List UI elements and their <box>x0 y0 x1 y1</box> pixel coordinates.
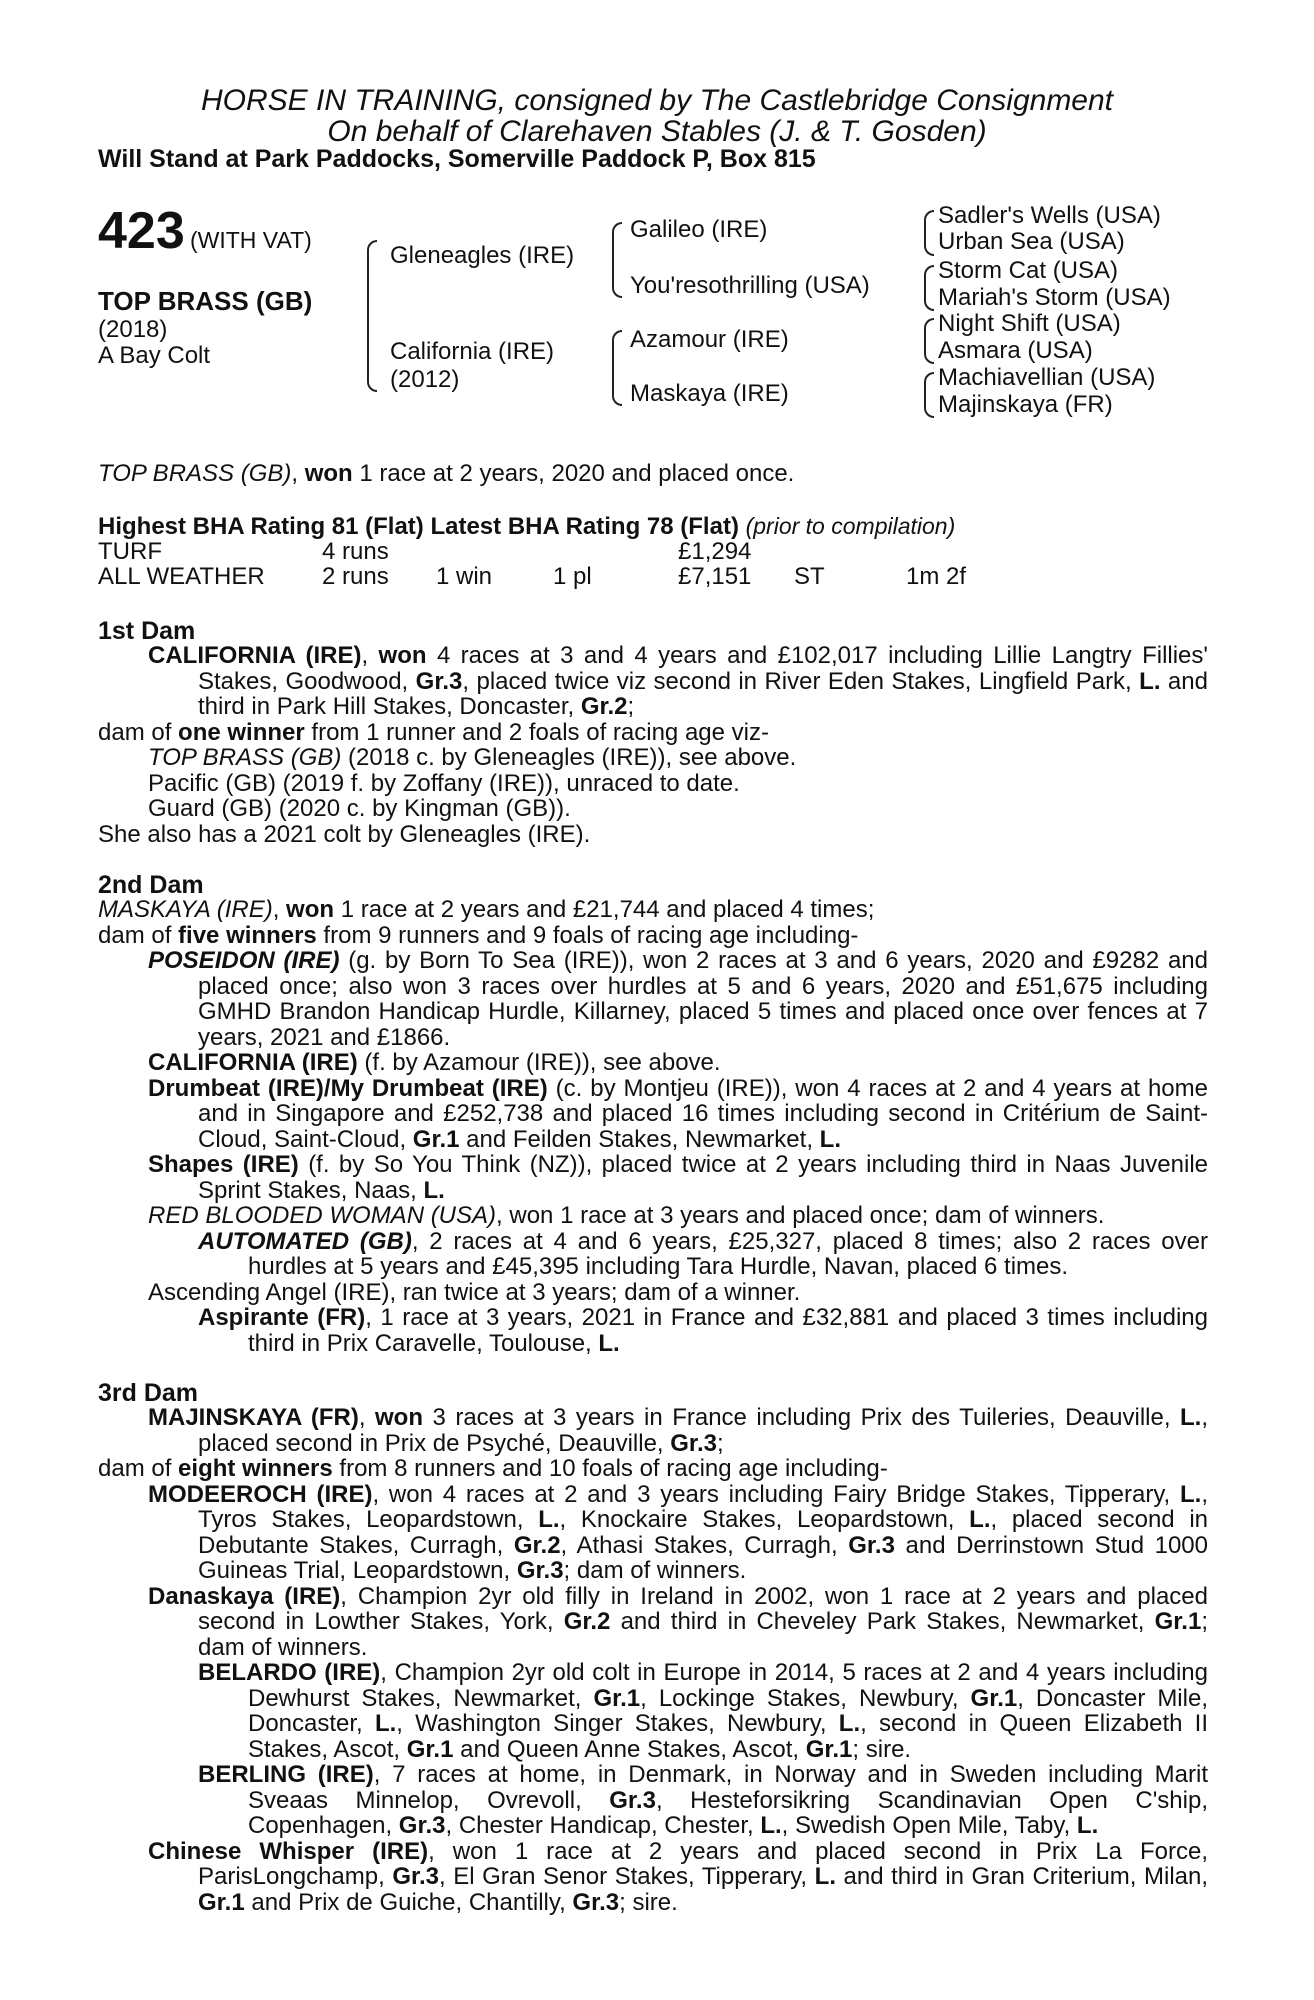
summary-text: 1 race at 2 years, 2020 and placed once. <box>352 460 795 487</box>
text-run: , won 1 race at 2 years and placed second in Prix La Force, ParisLongchamp, <box>198 1837 1208 1890</box>
paragraph <box>98 720 1208 746</box>
text-run: AUTOMATED (GB) <box>198 1227 412 1255</box>
text-run: , Washington Singer Stakes, Newbury, <box>396 1710 839 1737</box>
pedigree-ancestor: Mariah's Storm (USA) <box>938 284 1171 311</box>
paragraph <box>98 948 1208 1050</box>
text-run: , won 1 race at 3 years and placed once; dam of winners. <box>496 1202 1105 1229</box>
text-run: Gr.3 <box>415 667 463 695</box>
paragraph <box>98 1584 1208 1661</box>
record-distance: 1m 2f <box>906 563 967 590</box>
text-run: , placed twice viz second in River Eden Stakes, Lingfield Park, <box>462 667 1140 695</box>
paragraph <box>98 1305 1208 1356</box>
text-run: BERLING (IRE) <box>198 1761 374 1788</box>
text-run: , Athasi Stakes, Curragh, <box>560 1531 849 1559</box>
text-run: Gr.2 <box>563 1608 611 1635</box>
race-summary <box>98 461 1208 487</box>
text-run: BELARDO (IRE) <box>198 1659 381 1686</box>
pedigree-brace <box>367 240 377 392</box>
text-run: one winner <box>178 718 305 746</box>
text-run: , Lockinge Stakes, Newbury, <box>640 1684 971 1712</box>
text-run: Gr.3 <box>670 1429 717 1457</box>
first-dam-section <box>98 643 1208 847</box>
record-runs: 2 runs <box>322 563 389 590</box>
text-run: L. <box>814 1863 836 1890</box>
text-run: She also has a 2021 colt by Gleneagles (IRE). <box>98 820 591 848</box>
text-run: L. <box>538 1506 560 1533</box>
pedigree-dam-dam: Maskaya (IRE) <box>630 380 789 407</box>
text-run: Gr.3 <box>609 1786 656 1814</box>
text-run: (c. by Montjeu (IRE)), won 4 races at 2 and 4 years at home and in Singapore and £252,738 and placed 16 times including second in Critérium de Saint-Cloud, Saint-Cloud, <box>198 1074 1208 1153</box>
horse-name: TOP BRASS (GB) <box>98 286 313 316</box>
text-run: , Hesteforsikring Scandinavian Open C'ship, Copenhagen, <box>248 1786 1208 1839</box>
text-run: , Knockaire Stakes, Leopardstown, <box>559 1506 970 1533</box>
text-run: ; dam of winners. <box>198 1608 1208 1661</box>
text-run: from 1 runner and 2 foals of racing age viz- <box>304 718 769 746</box>
paragraph <box>98 923 1208 949</box>
paragraph: MAJINSKAYA (FR), won 3 races at 3 years in France including Prix des Tuileries, Deauville, L., placed second in Prix de Psyché, Deauville, Gr.3; <box>148 1404 1209 1457</box>
text-run: dam of <box>98 718 179 746</box>
paragraph <box>98 1456 1208 1482</box>
text-run: , Doncaster Mile, Doncaster, <box>248 1684 1208 1737</box>
text-run: won <box>286 896 335 923</box>
paragraph <box>98 1076 1208 1153</box>
text-run: , Champion 2yr old filly in Ireland in 2002, won 1 race at 2 years and placed second in Lowther Stakes, York, <box>198 1582 1208 1635</box>
text-run: ; dam of winners. <box>563 1557 747 1584</box>
text-run: MODEEROCH (IRE) <box>148 1480 373 1508</box>
text-run: L. <box>819 1125 841 1153</box>
pedigree-brace <box>612 330 622 406</box>
text-run: CALIFORNIA (IRE) <box>148 642 362 669</box>
text-run: Gr.3 <box>848 1531 895 1559</box>
paragraph <box>98 1229 1208 1280</box>
text-run: L. <box>598 1329 620 1357</box>
paragraph <box>98 514 1208 540</box>
text-run: ; <box>627 693 635 720</box>
text-run: Guard (GB) (2020 c. by Kingman (GB)). <box>148 795 571 822</box>
text-run: , Champion 2yr old colt in Europe in 2014, 5 races at 2 and 4 years including Dewhurst Stakes, Newmarket, <box>248 1659 1209 1712</box>
bha-rating <box>98 514 1208 540</box>
paragraph <box>98 745 1208 771</box>
text-run: , 7 races at home, in Denmark, in Norway and in Sweden including Marit Sveaas Minnelop, Ovrevoll, <box>248 1761 1208 1814</box>
text-run: (f. by So You Think (NZ)), placed twice at 2 years including third in Naas Juvenile Sprint Stakes, Naas, <box>198 1151 1209 1204</box>
text-run: and Queen Anne Stakes, Ascot, <box>453 1735 806 1763</box>
text-run: (f. by Azamour (IRE)), see above. <box>357 1049 721 1076</box>
pedigree-dam: California (IRE) <box>390 338 555 365</box>
text-run: , 1 race at 3 years, 2021 in France and £32,881 and placed 3 times including third in Prix Caravelle, Toulouse, <box>248 1304 1208 1357</box>
vat-note: (WITH VAT) <box>190 227 312 253</box>
pedigree-dam-year: (2012) <box>390 366 460 393</box>
on-behalf-heading: On behalf of Clarehaven Stables (J. & T. Gosden) <box>327 115 987 148</box>
text-run: ; sire. <box>619 1888 678 1916</box>
text-run: Gr.1 <box>406 1735 454 1763</box>
text-run: and third in Gran Criterium, Milan, <box>835 1863 1209 1890</box>
text-run: dam of <box>98 921 179 949</box>
record-prize: £7,151 <box>678 563 752 590</box>
paragraph <box>98 1482 1208 1584</box>
text-run: L. <box>423 1176 445 1204</box>
text-run: and Feilden Stakes, Newmarket, <box>459 1125 820 1153</box>
text-run: Gr.2 <box>513 1531 561 1559</box>
text-run: L. <box>1076 1812 1099 1839</box>
pedigree-dam-sire: Azamour (IRE) <box>630 326 789 353</box>
pedigree-brace <box>924 210 934 256</box>
third-dam-section <box>98 1405 1208 1915</box>
pedigree-brace <box>924 372 934 418</box>
record-wins: 1 win <box>436 563 493 590</box>
pedigree-ancestor: Night Shift (USA) <box>938 310 1121 337</box>
record-placed: 1 pl <box>553 563 592 590</box>
paragraph: TOP BRASS (GB), won 1 race at 2 years, 2020 and placed once. <box>98 460 795 487</box>
text-run: eight winners <box>178 1455 333 1482</box>
text-run: (g. by Born To Sea (IRE)), won 2 races at 3 and 6 years, 2020 and £9282 and placed once; also won 3 races over hurdles at 5 and 6 years, 2020 and £51,675 including GMHD Brandon Handicap Hurdle, Killarney, placed 5 times and placed once over fences at 7 years, 2021 and £1866. <box>198 947 1208 1051</box>
text-run: L. <box>760 1812 782 1839</box>
paragraph <box>98 1203 1208 1229</box>
text-run: Shapes (IRE) <box>148 1151 299 1178</box>
text-run: and Prix de Guiche, Chantilly, <box>244 1888 573 1916</box>
pedigree-sire-sire: Galileo (IRE) <box>630 216 768 243</box>
text-run: RED BLOODED WOMAN (USA) <box>148 1202 497 1229</box>
pedigree-sire-dam: You'resothrilling (USA) <box>630 272 870 299</box>
pedigree-ancestor: Asmara (USA) <box>938 337 1093 364</box>
pedigree-ancestor: Majinskaya (FR) <box>938 391 1113 418</box>
pedigree-brace <box>924 318 934 364</box>
pedigree-sire: Gleneagles (IRE) <box>390 242 575 269</box>
text-run: , second in Queen Elizabeth II Stakes, Ascot, <box>248 1710 1208 1763</box>
paragraph <box>98 1050 1208 1076</box>
record-runs: 4 runs <box>322 538 389 565</box>
text-run: , Swedish Open Mile, Taby, <box>781 1812 1077 1839</box>
second-dam-heading: 2nd Dam <box>98 871 204 899</box>
text-run: CALIFORNIA (IRE) <box>148 1049 358 1076</box>
text-run: Gr.3 <box>398 1812 446 1839</box>
text-run: Gr.1 <box>970 1684 1018 1712</box>
text-run: Gr.3 <box>516 1557 564 1584</box>
text-run: Gr.1 <box>593 1684 641 1712</box>
text-run: L. <box>969 1506 991 1533</box>
text-run: L. <box>838 1710 861 1737</box>
pedigree-ancestor: Storm Cat (USA) <box>938 257 1119 284</box>
paragraph <box>98 1660 1208 1762</box>
text-run: Pacific (GB) (2019 f. by Zoffany (IRE)), unraced to date. <box>148 769 740 797</box>
text-run: , placed second in Debutante Stakes, Curragh, <box>198 1506 1208 1559</box>
text-run: Gr.1 <box>412 1125 460 1153</box>
won-label: won <box>304 460 353 487</box>
text-run: Danaskaya (IRE) <box>148 1582 341 1610</box>
text-run: MAJINSKAYA (FR) <box>148 1404 359 1431</box>
pedigree-ancestor: Sadler's Wells (USA) <box>938 202 1161 229</box>
text-run: Aspirante (FR) <box>198 1304 366 1331</box>
stand-location: Will Stand at Park Paddocks, Somerville Paddock P, Box 815 <box>98 145 816 173</box>
third-dam-heading: 3rd Dam <box>98 1379 199 1407</box>
text-run: and third in Park Hill Stakes, Doncaster, <box>198 667 1208 720</box>
text-run: , 2 races at 4 and 6 years, £25,327, placed 8 times; also 2 races over hurdles at 5 years and £45,395 including Tara Hurdle, Navan, placed 6 times. <box>248 1227 1208 1280</box>
text-run: ; <box>716 1429 724 1457</box>
pedigree-ancestor: Urban Sea (USA) <box>938 228 1125 255</box>
text-run: Gr.1 <box>1154 1608 1202 1635</box>
consignment-heading: HORSE IN TRAINING, consigned by The Castlebridge Consignment <box>200 84 1114 117</box>
text-run: from 8 runners and 10 foals of racing age including- <box>332 1455 888 1482</box>
text-run: , placed second in Prix de Psyché, Deauville, <box>198 1404 1209 1457</box>
paragraph: CALIFORNIA (IRE), won 4 races at 3 and 4 years and £102,017 including Lillie Langtry Fillies' Stakes, Goodwood, Gr.3, placed twice viz second in River Eden Stakes, Lingfield Park, L. and third in Park Hill Stakes, Doncaster, Gr.2; <box>148 642 1208 720</box>
text-run: L. <box>374 1710 397 1737</box>
paragraph: MASKAYA (IRE), won 1 race at 2 years and £21,744 and placed 4 times; <box>98 896 875 923</box>
record-surface: TURF <box>98 538 162 565</box>
text-run: Gr.1 <box>198 1888 245 1916</box>
text-run: dam of <box>98 1455 179 1482</box>
text-run: Gr.1 <box>805 1735 853 1763</box>
text-run: and Derrinstown Stud 1000 Guineas Trial, Leopardstown, <box>198 1531 1209 1584</box>
first-dam-heading: 1st Dam <box>98 617 196 645</box>
text-run: (2018 c. by Gleneagles (IRE)), see above. <box>341 744 797 771</box>
text-run: Drumbeat (IRE)/My Drumbeat (IRE) <box>148 1074 548 1102</box>
second-dam-section <box>98 897 1208 1356</box>
text-run: L. <box>1180 1480 1202 1508</box>
text-run: 4 races at 3 and 4 years and £102,017 including Lillie Langtry Fillies' Stakes, Goodwood, <box>198 642 1208 695</box>
horse-name-ref: TOP BRASS (GB) <box>98 460 292 487</box>
text-run: Gr.3 <box>392 1863 440 1890</box>
paragraph <box>98 1839 1208 1916</box>
text-run: ; sire. <box>852 1735 912 1763</box>
paragraph <box>98 1762 1208 1839</box>
text-run: , Tyros Stakes, Leopardstown, <box>198 1480 1208 1533</box>
pedigree-ancestor: Machiavellian (USA) <box>938 364 1156 391</box>
text-run: POSEIDON (IRE) <box>148 947 340 974</box>
horse-description: A Bay Colt <box>98 342 211 369</box>
record-going: ST <box>794 563 825 590</box>
text-run: MASKAYA (IRE) <box>98 896 273 923</box>
text-run: five winners <box>178 921 317 949</box>
paragraph <box>98 1152 1208 1203</box>
text-run: 3 races at 3 years in France including Prix des Tuileries, Deauville, <box>423 1404 1181 1431</box>
text-run: Gr.2 <box>580 693 628 720</box>
text-run: Gr.3 <box>572 1888 620 1916</box>
record-prize: £1,294 <box>678 538 752 565</box>
text-run: Ascending Angel (IRE), ran twice at 3 years; dam of a winner. <box>148 1278 801 1306</box>
text-run: , won 4 races at 2 and 3 years including Fairy Bridge Stakes, Tipperary, <box>372 1480 1180 1508</box>
record-surface: ALL WEATHER <box>98 563 265 590</box>
text-run: and third in Cheveley Park Stakes, Newmarket, <box>610 1608 1155 1635</box>
text-run: , El Gran Senor Stakes, Tipperary, <box>439 1863 815 1890</box>
text-run: won <box>378 642 427 669</box>
rating-note: (prior to compilation) <box>745 513 956 539</box>
text-run: 1 race at 2 years and £21,744 and placed 4 times; <box>334 896 875 923</box>
text-run: Chinese Whisper (IRE) <box>148 1837 429 1865</box>
text-run: TOP BRASS (GB) <box>148 744 342 771</box>
rating-label: Highest BHA Rating 81 (Flat) Latest BHA Rating 78 (Flat) <box>98 513 739 540</box>
foaling-year: (2018) <box>98 316 168 343</box>
text-run: won <box>375 1404 424 1431</box>
text-run: from 9 runners and 9 foals of racing age including- <box>316 921 859 949</box>
lot-number: 423 <box>98 202 185 260</box>
text-run: , Chester Handicap, Chester, <box>445 1812 761 1839</box>
pedigree-brace <box>924 265 934 311</box>
text-run: L. <box>1180 1404 1202 1431</box>
pedigree-brace <box>612 222 622 298</box>
text-run: L. <box>1139 667 1161 695</box>
